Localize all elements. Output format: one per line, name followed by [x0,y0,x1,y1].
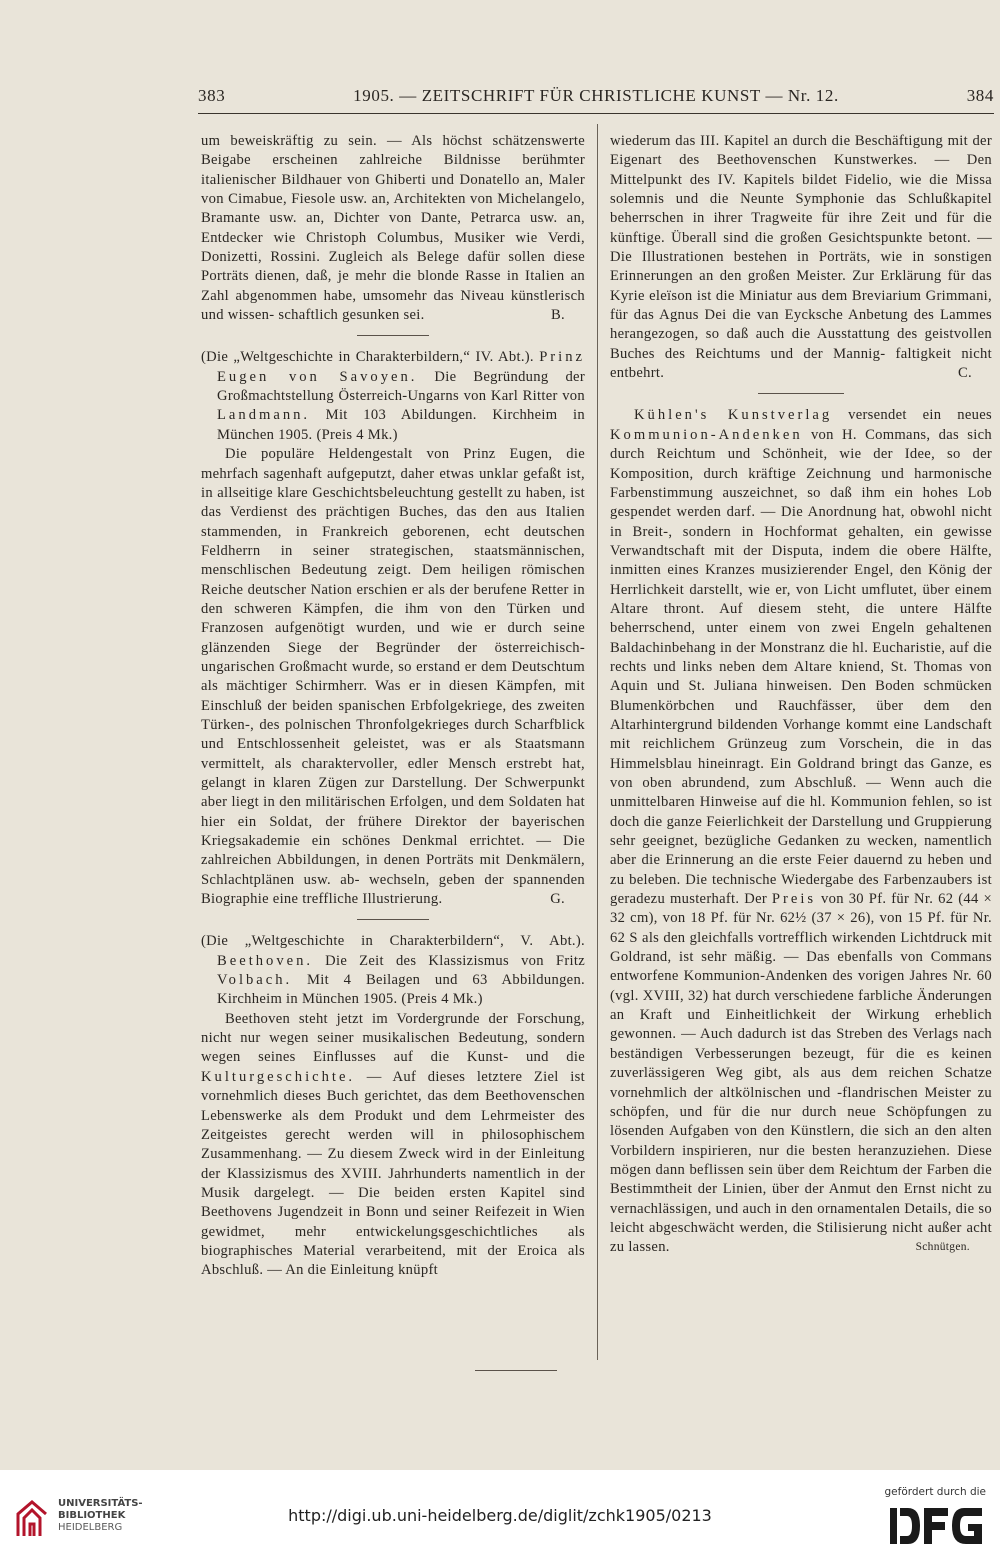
book-reference-beethoven: (Die „Weltgeschichte in Charakterbildern“, V. Abt.). Beethoven. Die Zeit des Klassizismus von Fritz Volbach. Mit 4 Beilagen und 63 Abbildungen. Kirchheim in München 1905. (Preis 4 Mk.) [201,933,585,1008]
permalink-url[interactable]: http://digi.ub.uni-heidelberg.de/diglit/zchk1905/0213 [288,1506,712,1525]
book-author-landmann: Landmann. [217,407,311,424]
funding-note: gefördert durch die [884,1486,986,1498]
review-beethoven-continued: wiederum das III. Kapitel an durch die Beschäftigung mit der Eigenart des Beethovenschen Kunstwerkes. — Den Mittelpunkt des IV. Kapitels bildet Fidelio, wie die Missa solemnis und die Neunte Symphonie das Schlußkapitel beherrschen in ihrer Tragweite für ihre Zeit und für die künftige. Überall sind die großen Gesichtspunkte betont. — Die Illustrationen bestehen in Porträts, wie in sonstigen Erinnerungen an den großen Meister. Zur Erklärung für das Kyrie eleïson ist die Miniatur aus dem Breviarium Grimmani, für das Agnus Dei die van Eycksche Anbetung des Lammes herangezogen, so daß auch die Ausstattung des geistvollen Buches des Reichtums und der Mannig- faltigkeit nicht entbehrt. C. [610,132,992,383]
dfg-logo-icon [890,1504,986,1548]
publisher-name: Kühlen's Kunstverlag [634,407,833,424]
column-separator [597,124,598,1360]
digitization-footer [0,1470,1000,1560]
signature-c: C. [958,365,972,382]
review-eugen-paragraph: Die populäre Heldengestalt von Prinz Eugen, die mehrfach sagenhaft aufgeputzt, daher etwas unklar gefaßt ist, in allseitige klare Geschichtsbeleuchtung gestellt zu haben, ist das Verdienst des prächtigen Buches, das den aus Italien stammenden, in Frankreich geborenen, echt deutschen Feldherrn in seiner strategischen, staatsmännischen, menschlischen Bedeutung zeigt. Dem heiligen römischen Reiche deutscher Nation erschien er als der berufene Retter in den schweren Kämpfen, die ihm von den Türken und Franzosen aufgenötigt wurden, und wie er durch seine glänzenden Siege der Begründer der österreichisch-ungarischen Großmacht wurde, so erstand er dem Deutschtum als mächtiger Schirmherr. Was er in diesen Kämpfen, mit Einschluß der beiden spanischen Erbfolgekriege, des zweiten Türken-, des polnischen Thronfolgekrieges durch Scharfblick und Entschlossenheit geleistet, was er als Staatsmann vermittelt, als charaktervoller, edler Mensch erstrebt hat, gelangt in klaren Zügen zur Darstellung. Der Schwerpunkt aber liegt in den militärischen Erfolgen, und dem Soldaten hat hier ein Soldat, der frühere Direktor der bayerischen Kriegsakademie ein schönes Denkmal errichtet. — Die zahlreichen Abbildungen, in denen Porträts mit Denkmälern, Schlachtplänen usw. ab- wechseln, geben der spannenden Biographie eine treffliche Illustrierung. G. [201,445,585,909]
signature-b: B. [551,307,565,324]
product-name: Kommunion-Andenken [610,426,803,443]
book-author-volbach: Volbach. [217,972,293,989]
review-kommunion-andenken: Kühlen's Kunstverlag versendet ein neues Kommunion-Andenken von H. Commans, das sich durch Reichtum und Schönheit, wie der Idee, so der Komposition, durch kräftige Zeichnung und harmonische Farbenstimmung auszeichnet, so daß ihm ein hohes Lob gespendet werden darf. — Die Anordnung hat, obwohl nicht in Breit-, sondern in Hochformat gehalten, ein gewisse Verwandtschaft mit der Disputa, indem die obere Hälfte, inmitten eines Kranzes musizierender Engel, den König der Herrlichkeit darstellt, wie er, von Licht umflutet, über einem Altare thront. Auf diesem steht, die untere Hälfte beherrschend, unter einem von zwei Engeln gehaltenen Baldachinbehang in der Monstranz die hl. Eucharistie, auf die rechts und links neben dem Altare kniend, St. Thomas von Aquin und St. Juliana hinweisen. Den Boden schmücken Blumenkörbchen und Rauchfässer, über dem den Altarhintergrund bildenden Vorhange kommt eine Landschaft mit reichlichem Grünzeug zum Vorschein, die in das Himmelsblau hineinragt. Ein Goldrand bringt das Ganze, es von oben abrundend, zum Abschluß. — Wenn auch die unmittelbaren Hinweise auf die hl. Kommunion fehlen, so ist doch die ganze Feierlichkeit der Darstellung und Gruppierung sehr geeignet, bezügliche Gedanken zu wecken, namentlich aber die Erinnerung an die erste Feier dauernd zu heben und zu beleben. Die technische Wiedergabe des Farbenzaubers ist geradezu musterhaft. Der Preis von 30 Pf. für Nr. 62 (44 × 32 cm), von 18 Pf. für Nr. 62½ (37 × 26), von 15 Pf. für Nr. 62 S als den gleichfalls vortrefflich wirkenden Lichtdruck mit Goldrand, ist sehr mäßig. — Das ebenfalls von Commans entworfene Kommunion-Andenken des vorigen Jahres Nr. 60 (vgl. XVIII, 32) hat durch verschiedene farbliche Änderungen an Kraft und Einheitlichkeit der Wirkung erheblich gewonnen. — Auch dadurch ist das Streben des Verlags nach beständigen Verbesserungen bezeugt, für die es keinen zuverlässigeren Weg gibt, als aus dem reichen Schatze vornehmlich der altkölnischen und -flandrischen Meister zu schöpfen, und für die nur durch neue Schöpfungen zu lösenden Aufgaben von den Künstlern, die sich an den alten Vorbildern inspirieren, nur die besten heranzuziehen. Diese mögen dann beflissen sein über dem Reichtum der Farben die Bestimmtheit der Linien, über der Anmut den Ernst nicht zu vernachlässigen, und auch in den ornamentalen Details, die so leicht abgeschwächt werden, die Stilisierung nicht außer acht zu lassen. Schnütgen. [610,406,992,1257]
section-divider [357,335,429,336]
page-header [198,86,994,112]
page-number-right: 384 [966,86,994,105]
book-title-eugen: Prinz Eugen von Savoyen. [217,349,585,385]
page-number-left: 383 [198,86,226,105]
header-rule [198,113,994,114]
running-title: 1905. — ZEITSCHRIFT FÜR CHRISTLICHE KUNST — Nr. 12. [353,86,839,105]
section-divider [357,919,429,920]
review-conclusion-paragraph: um beweiskräftig zu sein. — Als höchst schätzenswerte Beigabe erscheinen zahlreiche Bildnisse berühmter italienischer Bildhauer von Ghiberti und Donatello an, Maler von Cimabue, Fiesole usw. an, Architekten von Michelangelo, Bramante usw. an, Dichter von Dante, Petrarca usw. an, Entdecker wie Christoph Columbus, Musiker wie Verdi, Donizetti, Rossini. Zugleich als Belege dafür sollen diese Porträts dienen, daß, je mehr die blonde Rasse in Italien an Zahl abgenommen habe, umsomehr das Niveau künstlerisch und wissen- schaftlich gesunken sei. B. [201,132,585,325]
right-column [610,132,992,1258]
library-name: UNIVERSITÄTS- BIBLIOTHEK HEIDELBERG [58,1498,143,1533]
signature-g: G. [550,891,565,908]
end-rule [475,1370,557,1371]
left-column [201,132,585,1281]
book-title-beethoven: Beethoven. [217,952,314,969]
book-reference-eugen: (Die „Weltgeschichte in Charakterbildern,“ IV. Abt.). Prinz Eugen von Savoyen. Die Begründung der Großmachtstellung Österreich-Ungarns von Karl Ritter von Landmann. Mit 103 Abildungen. Kirchheim in München 1905. (Preis 4 Mk.) [201,349,585,443]
section-divider [758,393,844,394]
review-beethoven-paragraph: Beethoven steht jetzt im Vordergrunde der Forschung, nicht nur wegen seiner musikalischen Bedeutung, sondern wegen seines Einflusses auf die Kunst- und die Kulturgeschichte. — Auf dieses letztere Ziel ist vornehmlich dieses Buch gerichtet, das dem Beethovenschen Lebenswerke als dem Produkt und dem Lehrmeister des Zeitgeistes gerecht werden will in philosophischem Zusammenhang. — Zu diesem Zweck wird in der Einleitung der Klassizismus des XVIII. Jahrhunderts namentlich in der Musik dargelegt. — Die beiden ersten Kapitel sind Beethovens Jugendzeit in Bonn und seiner Reifezeit in Wien gewidmet, mehr entwickelungsgeschichtliches als biographisches Material verarbeitend, mit der Eroica als Abschluß. — An die Einleitung knüpft [201,1010,585,1279]
signature-schnuetgen: Schnütgen. [915,1241,970,1254]
